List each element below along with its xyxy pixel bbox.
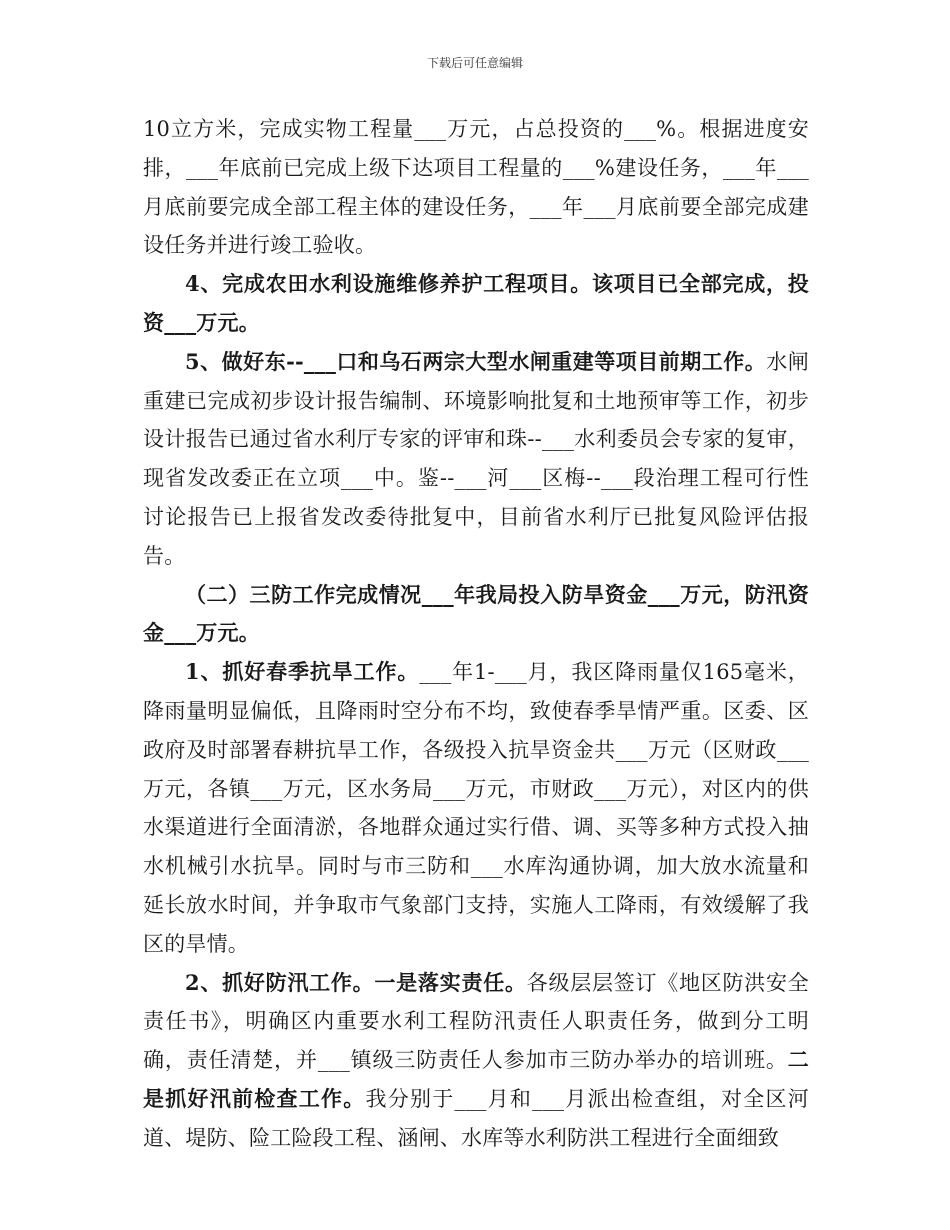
section-heading-2 (143, 576, 809, 654)
paragraph-heading: 5、做好东--___口和乌石两宗大型水闸重建等项目前期工作。 (185, 348, 767, 374)
document-body (143, 110, 809, 1158)
paragraph-text: 水闸重建已完成初步设计报告编制、环境影响批复和土地预审等工作，初步设计报告已通过省水利厅专家的评审和珠--___水利委员会专家的复审，现省发改委正在立项___中。鉴--___河___区梅--___段治理工程可行性讨论报告已上报省发改委待批复中，目前省水利厅已批复风险评估报告。 (143, 349, 809, 568)
paragraph-flood (143, 964, 809, 1158)
paragraph-heading: 4、完成农田水利设施维修养护工程项目。该项目已全部完成，投资___万元。 (143, 271, 809, 335)
section-heading: （二）三防工作完成情况___年我局投入防旱资金___万元，防汛资金___万元。 (143, 581, 809, 646)
page-header: 下载后可任意编辑 (426, 56, 523, 70)
paragraph-subheading: 二是抓好汛前检查工作。 (143, 1047, 809, 1111)
paragraph-text: 10立方米，完成实物工程量___万元，占总投资的___%。根据进度安排，___年底前已完成上级下达项目工程量的___%建设任务，___年___月底前要完成全部工程主体的建设任务，___年___月底前要全部完成建设任务并进行竣工验收。 (143, 117, 809, 258)
paragraph-text: 各级层层签订《地区防洪安全责任书》，明确区内重要水利工程防汛责任人职责任务，做到分工明确，责任清楚，并___镇级三防责任人参加市三防办举办的培训班。 (143, 970, 809, 1073)
paragraph-text: ___年1-___月，我区降雨量仅165毫米，降雨量明显偏低，且降雨时空分布不均，致使春季旱情严重。区委、区政府及时部署春耕抗旱工作，各级投入抗旱资金共___万元（区财政___万元，各镇___万元，区水务局___万元，市财政___万元），对区内的供水渠道进行全面清淤，各地群众通过实行借、调、买等多种方式投入抽水机械引水抗旱。同时与市三防和___水库沟通协调，加大放水流量和延长放水时间，并争取市气象部门支持，实施人工降雨，有效缓解了我区的旱情。 (143, 660, 809, 956)
paragraph-item-4 (143, 265, 809, 343)
paragraph-drought (143, 653, 809, 963)
paragraph-heading: 1、抓好春季抗旱工作。 (185, 659, 420, 685)
paragraph-item-5 (143, 343, 809, 576)
paragraph-text: 我分别于___月和___月派出检查组，对全区河道、堤防、险工险段工程、涵闸、水库等水利防洪工程进行全面细致 (143, 1086, 809, 1150)
paragraph-heading: 2、抓好防汛工作。一是落实责任。 (185, 969, 527, 995)
paragraph-continuation (143, 110, 809, 265)
